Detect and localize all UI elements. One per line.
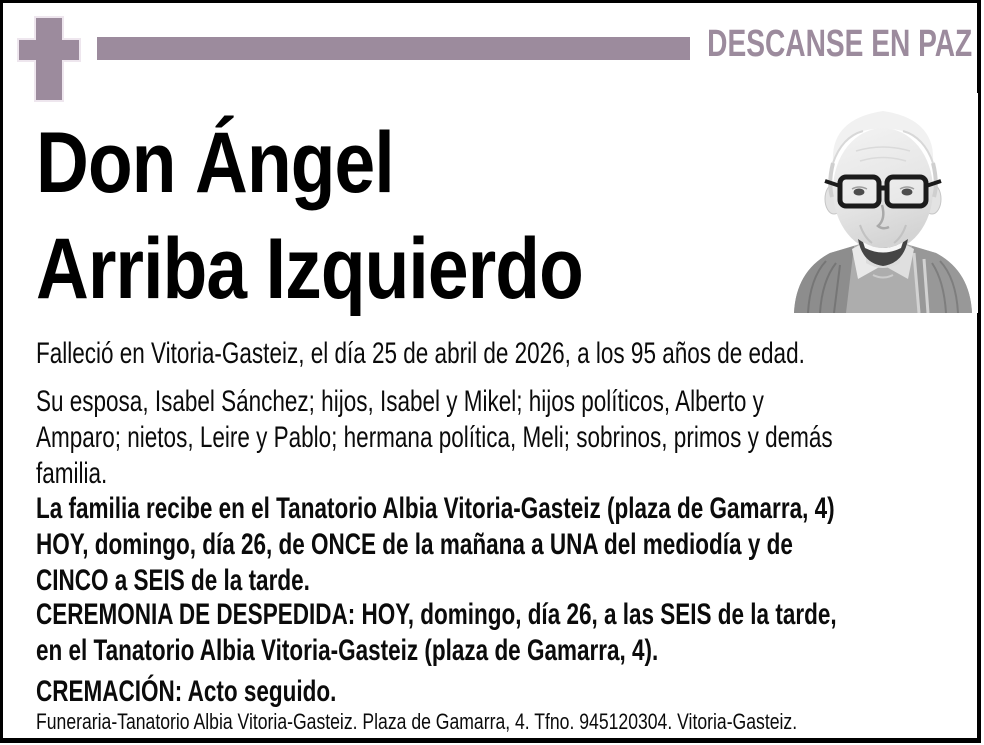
funeral-home-footer xyxy=(36,709,984,735)
rip-text: DESCANSE EN PAZ xyxy=(706,23,972,65)
deceased-photo xyxy=(788,93,978,313)
family-list-line: Su esposa, Isabel Sánchez; hijos, Isabel y Mikel; hijos políticos, Alberto y xyxy=(36,385,764,418)
cremation-info-line: CREMACIÓN: Acto seguido. xyxy=(36,675,337,708)
deceased-name-line1: Don Ángel xyxy=(36,115,394,211)
deceased-photo-illustration xyxy=(788,93,978,313)
funeral-home-line: Funeraria-Tanatorio Albia Vitoria-Gasteiz. Plaza de Gamarra, 4. Tfno. 945120304. Vitoria-Gasteiz. xyxy=(36,709,798,734)
deceased-name-line2: Arriba Izquierdo xyxy=(36,221,583,317)
ceremony-info-line: CEREMONIA DE DESPEDIDA: HOY, domingo, día 26, a las SEIS de la tarde, xyxy=(36,598,837,631)
deceased-name xyxy=(36,110,679,322)
family-list xyxy=(36,384,976,492)
death-notice-line: Falleció en Vitoria-Gasteiz, el día 25 de abril de 2026, a los 95 años de edad. xyxy=(36,337,805,370)
wake-info-line: HOY, domingo, día 26, de ONCE de la mañana a UNA del mediodía y de xyxy=(36,528,793,561)
header-rule xyxy=(97,37,690,60)
family-list-line: familia. xyxy=(36,457,108,490)
wake-info-line: La familia recibe en el Tanatorio Albia Vitoria-Gasteiz (plaza de Gamarra, 4) xyxy=(36,492,835,525)
ceremony-info xyxy=(36,597,976,669)
family-list-line: Amparo; nietos, Leire y Pablo; hermana política, Meli; sobrinos, primos y demás xyxy=(36,421,833,454)
death-notice xyxy=(36,336,976,372)
ceremony-info-line: en el Tanatorio Albia Vitoria-Gasteiz (plaza de Gamarra, 4). xyxy=(36,634,659,667)
latin-cross-icon xyxy=(16,16,82,102)
wake-info xyxy=(36,491,976,599)
cremation-info xyxy=(36,674,976,710)
wake-info-line: CINCO a SEIS de la tarde. xyxy=(36,564,310,597)
